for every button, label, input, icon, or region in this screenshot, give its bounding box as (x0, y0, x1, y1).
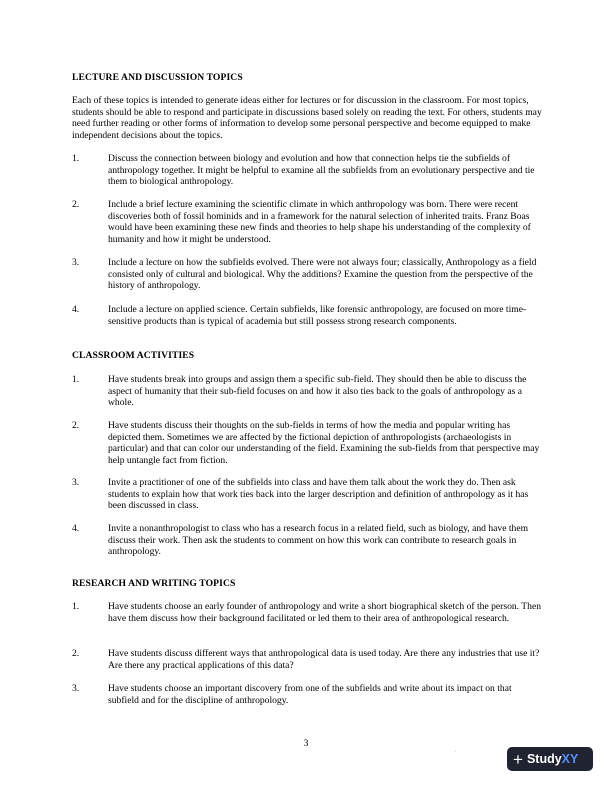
research-heading: RESEARCH AND WRITING TOPICS (72, 578, 236, 589)
list-number: 1. (72, 601, 80, 612)
list-item-text: Include a brief lecture examining the scientific climate in which anthropology was born. There were recent discoveries both of fossil hominids and in a framework for the natural selection of inherited traits. Franz Boas would have been examining these new finds and theories to help shape his understanding of the complexity of humanity and how it might be understood. (108, 199, 531, 246)
list-item-text: Have students choose an early founder of anthropology and write a short biographical sketch of the person. Then have them discuss how their background facilitated or led them to their area of anthropological research. (108, 601, 542, 624)
list-number: 1. (72, 374, 80, 385)
list-number: 3. (72, 477, 80, 488)
studyxy-badge[interactable] (507, 747, 593, 771)
list-number: 4. (72, 304, 80, 315)
list-item-text: Have students break into groups and assign them a specific sub-field. They should then be able to discuss the aspect of humanity that their sub-field focuses on and how it also ties back to the goals of anthropology as a whole. (108, 374, 527, 409)
list-number: 3. (72, 683, 80, 694)
lecture-intro: Each of these topics is intended to generate ideas either for lectures or for discussion in the classroom. For most topics, students should be able to respond and participate in discussions based solely on reading the text. For others, students may need further reading or other forms of information to develop some personal perspective and become equipped to make independent decisions about the topics. (72, 95, 542, 142)
plus-icon: + (513, 749, 523, 769)
list-item-text: Have students discuss different ways that anthropological data is used today. Are there any industries that use it? Are there any practical applications of this data? (108, 648, 540, 671)
list-item-text: Invite a nonanthropologist to class who has a research focus in a related field, such as biology, and have them discuss their work. Then ask the students to comment on how this work can contribute to research goals in anthropology. (108, 523, 529, 558)
list-item-text: Invite a practitioner of one of the subfields into class and have them talk about the work they do. Then ask students to explain how that work ties back into the larger description and definition of anthropology as it has been discussed in class. (108, 477, 529, 512)
list-item-text: Have students choose an important discovery from one of the subfields and write about its impact on that subfield and for the discipline of anthropology. (108, 683, 512, 706)
list-number: 2. (72, 420, 80, 431)
list-number: 2. (72, 648, 80, 659)
list-item-text: Include a lecture on how the subfields evolved. There were not always four; classically, Anthropology as a field consisted only of cultural and biological. Why the additions? Examine the question from the perspective of the history of anthropology. (108, 257, 537, 292)
list-number: 3. (72, 257, 80, 268)
list-number: 2. (72, 199, 80, 210)
page-number: 3 (303, 738, 309, 749)
badge-xy-text: XY (561, 752, 579, 766)
list-item-text: Have students discuss their thoughts on the sub-fields in terms of how the media and popular writing has depicted them. Sometimes we are affected by the fictional depiction of anthropologists (archaeologists in particular) and that can color our understanding of the field. Examining the sub-fields from that perspective may help untangle fact from fiction. (108, 420, 540, 467)
badge-study-text: Study (526, 752, 562, 766)
list-number: 1. (72, 153, 80, 164)
classroom-heading: CLASSROOM ACTIVITIES (72, 350, 195, 361)
footer-dot: . (455, 748, 457, 754)
list-item-text: Discuss the connection between biology and evolution and how that connection helps tie the subfields of anthropology together. It might be helpful to examine all the subfields from an evolutionary perspective and tie them to biological anthropology. (108, 153, 535, 188)
list-number: 4. (72, 523, 80, 534)
list-item-text: Include a lecture on applied science. Certain subfields, like forensic anthropology, are focused on more time-sensitive products than is typical of academia but still possess strong research components. (108, 304, 527, 327)
lecture-heading: LECTURE AND DISCUSSION TOPICS (72, 72, 243, 83)
